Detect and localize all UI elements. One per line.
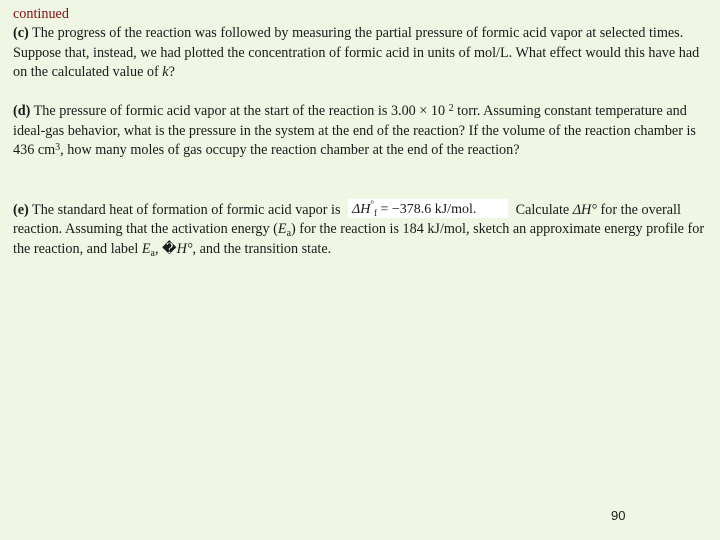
missing-glyph-box: � bbox=[162, 240, 177, 257]
continued-header: continued bbox=[13, 6, 69, 22]
part-d-text-1: The pressure of formic acid vapor at the start of the reaction is 3.00 × 10 bbox=[30, 103, 449, 120]
part-d-paragraph bbox=[13, 102, 708, 160]
part-e-text-2: Calculate bbox=[512, 201, 573, 218]
part-d-exponent: 2 bbox=[448, 103, 454, 115]
part-e-paragraph bbox=[13, 199, 708, 259]
delta-h-symbol: ΔH° bbox=[572, 201, 597, 218]
activation-energy-symbol-2: E bbox=[141, 240, 151, 257]
part-e-text-5: , bbox=[154, 240, 163, 257]
part-c-paragraph bbox=[13, 24, 708, 82]
part-e-label: (e) bbox=[13, 201, 29, 218]
part-d-text-3: , how many moles of gas occupy the reaction chamber at the end of the reaction? bbox=[60, 141, 520, 158]
part-c-end: ? bbox=[168, 64, 175, 81]
rate-constant-k: k bbox=[162, 64, 169, 81]
part-d-exponent-2: 3 bbox=[55, 141, 61, 153]
part-e-text-1: The standard heat of formation of formic acid vapor is bbox=[28, 201, 345, 218]
part-c-label: (c) bbox=[13, 25, 29, 42]
part-e-text-6: , and the transition state. bbox=[192, 240, 332, 257]
part-c-text: The progress of the reaction was followed by measuring the partial pressure of formic acid vapor at selected times. Suppose that, instead, we had plotted the concentration of formic acid in units of mol/L. What effect would this have had on the calculated value of bbox=[13, 25, 700, 81]
document-body bbox=[13, 5, 708, 259]
heat-of-formation-formula-image bbox=[348, 199, 508, 218]
svg-text:ΔH°f = −378.6 kJ/mol.: $\Delta H^\circ_f = -378.6$ kJ/mol. bbox=[352, 198, 477, 218]
activation-energy-subscript: a bbox=[286, 228, 292, 240]
activation-energy-subscript-2: a bbox=[150, 247, 155, 259]
part-e-text-3: for the overall reaction. Assuming that the activation energy ( bbox=[13, 201, 681, 238]
page-number: 90 bbox=[611, 508, 626, 523]
part-d-text-2: torr. Assuming constant temperature and ideal-gas behavior, what is the pressure in the system at the end of the reaction? If the volume of the reaction chamber is 436 cm bbox=[13, 103, 696, 158]
part-d-label: (d) bbox=[13, 103, 31, 120]
part-e-text-4: ) for the reaction is 184 kJ/mol, sketch an approximate energy profile for the reaction, and label bbox=[13, 221, 705, 257]
activation-energy-symbol: E bbox=[277, 221, 287, 238]
delta-h-symbol-2: H° bbox=[176, 240, 193, 257]
